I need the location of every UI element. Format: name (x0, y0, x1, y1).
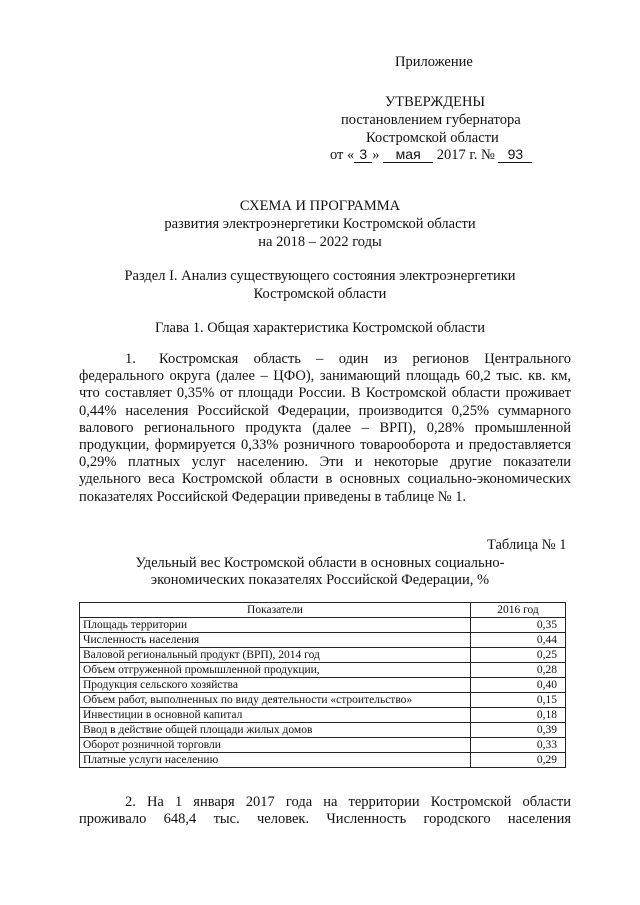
table-row (80, 738, 566, 753)
decree-number: 93 (498, 147, 532, 163)
indicator-value: 0,44 (471, 633, 566, 648)
paragraph-2-line-2: проживало 648,4 тыс. человек. Численность городского населения (79, 811, 571, 828)
indicator-value: 0,35 (471, 618, 566, 633)
chapter-heading: Глава 1. Общая характеристика Костромской области (155, 320, 485, 336)
paragraph-text: Костромская область – один из регионов Центрального федерального округа (далее – ЦФО), занимающий площадь 60,2 тыс. кв. км, что составляет 0,35% от площади России. В Костромской области проживает 0,44% населения Российской Федерации, производится 0,25% суммарного валового регионального продукта (далее – ВРП), 0,28% промышленной продукции, формируется 0,33% розничного товарооборота и предоставляется 0,29% платных услуг населению. Эти и некоторые другие показатели удельного веса Костромской области в основных социально-экономических показателях Российской Федерации приведены в таблице № 1. (79, 351, 571, 505)
indicator-value: 0,28 (471, 663, 566, 678)
table-row (80, 633, 566, 648)
indicator-name: Численность населения (80, 633, 471, 648)
indicator-value: 0,29 (471, 753, 566, 768)
table-row (80, 648, 566, 663)
indicator-value: 0,33 (471, 738, 566, 753)
indicator-value: 0,39 (471, 723, 566, 738)
paragraph-2 (79, 794, 571, 828)
approved-heading: УТВЕРЖДЕНЫ (385, 94, 486, 110)
appendix-label: Приложение (395, 54, 473, 70)
section-heading: Раздел I. Анализ существующего состояния электроэнергетики (124, 268, 516, 284)
indicator-name: Продукция сельского хозяйства (80, 678, 471, 693)
indicator-value: 0,25 (471, 648, 566, 663)
date-prefix: от « (330, 147, 355, 163)
table-row (80, 618, 566, 633)
indicator-value: 0,15 (471, 693, 566, 708)
header-year: 2016 год (471, 603, 566, 618)
doc-subtitle: развития электроэнергетики Костромской области (164, 216, 476, 232)
indicator-name: Площадь территории (80, 618, 471, 633)
indicator-value: 0,18 (471, 708, 566, 723)
date-mid: » (372, 147, 380, 163)
indicator-name: Платные услуги населению (80, 753, 471, 768)
section-heading-cont: Костромской области (253, 286, 387, 302)
table-row (80, 753, 566, 768)
indicator-name: Оборот розничной торговли (80, 738, 471, 753)
indicator-name: Ввод в действие общей площади жилых домов (80, 723, 471, 738)
table-row (80, 693, 566, 708)
indicator-name: Объем работ, выполненных по виду деятельности «строительство» (80, 693, 471, 708)
table-label: Таблица № 1 (487, 537, 567, 553)
header-indicators: Показатели (80, 603, 471, 618)
date-day: 3 (354, 147, 372, 163)
paragraph-number: 1. (125, 351, 136, 367)
date-month: мая (383, 147, 433, 163)
table-row (80, 708, 566, 723)
table-row (80, 663, 566, 678)
indicator-value: 0,40 (471, 678, 566, 693)
doc-title: СХЕМА И ПРОГРАММА (239, 198, 401, 214)
table-header-row (80, 603, 566, 618)
doc-period: на 2018 – 2022 годы (258, 234, 382, 250)
indicator-name: Объем отгруженной промышленной продукции, (80, 663, 471, 678)
table-caption: Удельный вес Костромской области в основных социально- (135, 555, 505, 571)
table-caption-cont: экономических показателях Российской Федерации, % (150, 572, 490, 588)
paragraph-2-line-1: 2. На 1 января 2017 года на территории Костромской области (125, 794, 571, 810)
indicators-table (79, 602, 566, 768)
approved-region-line: Костромской области (366, 130, 499, 146)
table-row (80, 723, 566, 738)
indicator-name: Инвестиции в основной капитал (80, 708, 471, 723)
approved-by-line: постановлением губернатора (341, 112, 521, 128)
approval-date-line (330, 147, 532, 164)
indicator-name: Валовой региональный продукт (ВРП), 2014 год (80, 648, 471, 663)
paragraph-1 (79, 351, 571, 506)
table-row (80, 678, 566, 693)
date-year: 2017 г. № (436, 147, 495, 163)
